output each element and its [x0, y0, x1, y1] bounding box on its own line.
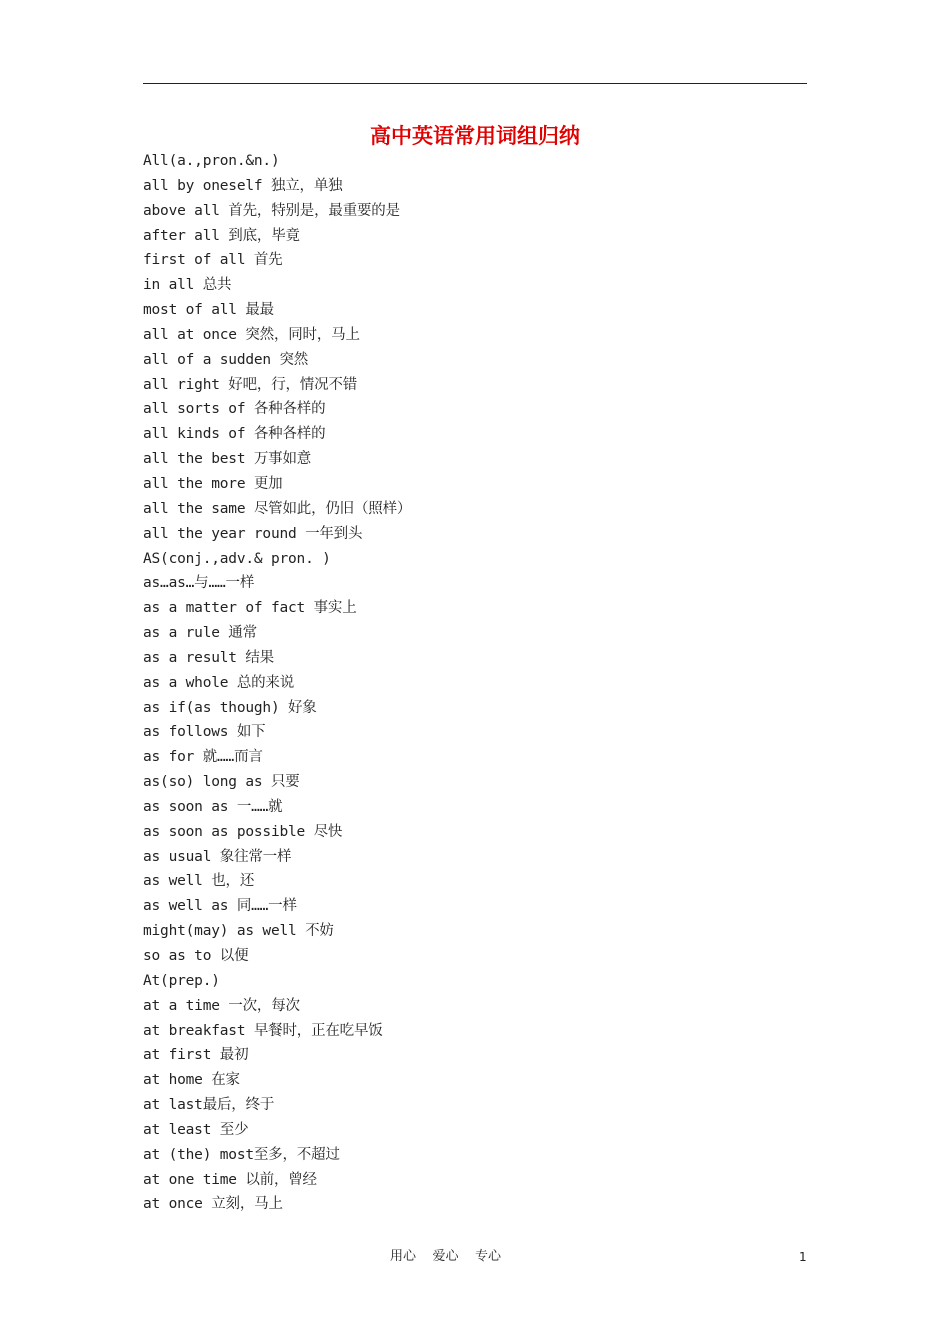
phrase-entry: after all 到底，毕竟: [143, 227, 300, 244]
page-number: 1: [799, 1250, 807, 1264]
phrase-entry: so as to 以便: [143, 948, 249, 964]
phrase-entry: as soon as 一……就: [143, 798, 283, 815]
phrase-entry: at one time 以前，曾经: [143, 1171, 317, 1188]
phrase-entry: at a time 一次，每次: [143, 997, 300, 1014]
phrase-entry: as well 也，还: [143, 873, 255, 890]
phrase-entry: at once 立刻，马上: [143, 1196, 283, 1213]
phrase-entry: as a result 结果: [143, 649, 274, 666]
phrase-entry: all at once 突然，同时，马上: [143, 326, 360, 343]
phrase-entry: all sorts of 各种各样的: [143, 401, 326, 418]
phrase-entry: as soon as possible 尽快: [143, 823, 343, 840]
phrase-entry: all the same 尽管如此，仍旧（照样）: [143, 500, 412, 517]
phrase-entry: at home 在家: [143, 1072, 240, 1089]
phrase-entry: might(may) as well 不妨: [143, 923, 334, 940]
phrase-entry: as for 就……而言: [143, 749, 263, 766]
phrase-entry: AS(conj.,adv.& pron. ): [143, 550, 331, 567]
phrase-entry: as well as 同……一样: [143, 898, 297, 915]
phrase-entry: in all 总共: [143, 277, 232, 294]
phrase-entry: all of a sudden 突然: [143, 351, 309, 368]
phrase-entry: as a whole 总的来说: [143, 674, 295, 691]
phrase-entry: as follows 如下: [143, 724, 266, 741]
phrase-entry: all the more 更加: [143, 475, 283, 492]
phrase-list: [143, 149, 807, 1217]
phrase-entry: first of all 首先: [143, 252, 283, 269]
phrase-entry: most of all 最最: [143, 302, 274, 319]
phrase-entry: all kinds of 各种各样的: [143, 426, 326, 443]
phrase-entry: as a rule 通常: [143, 625, 257, 642]
document-title: 高中英语常用词组归纳: [370, 123, 580, 148]
phrase-entry: as(so) long as 只要: [143, 774, 300, 791]
footer-motto: 用心 爱心 专心: [390, 1249, 502, 1264]
phrase-entry: at last最后，终于: [143, 1097, 275, 1114]
phrase-entry: as a matter of fact 事实上: [143, 600, 357, 617]
phrase-entry: all right 好吧，行，情况不错: [143, 376, 357, 393]
phrase-entry: at least 至少: [143, 1121, 249, 1138]
phrase-entry: at breakfast 早餐时，正在吃早饭: [143, 1022, 383, 1039]
phrase-entry: above all 首先，特别是，最重要的是: [143, 202, 400, 219]
phrase-entry: as…as…与……一样: [143, 575, 255, 592]
phrase-entry: all the best 万事如意: [143, 451, 312, 468]
phrase-entry: at first 最初: [143, 1047, 249, 1064]
page-footer: [0, 1246, 950, 1268]
phrase-entry: as if(as though) 好象: [143, 699, 317, 716]
phrase-entry: all by oneself 独立，单独: [143, 177, 343, 194]
phrase-entry: at (the) most至多，不超过: [143, 1146, 340, 1163]
phrase-entry: as usual 象往常一样: [143, 848, 292, 865]
phrase-entry: At(prep.): [143, 972, 220, 989]
header-rule: [143, 83, 807, 84]
phrase-entry: all the year round 一年到头: [143, 525, 363, 542]
phrase-entry: All(a.,pron.&n.): [143, 153, 280, 169]
